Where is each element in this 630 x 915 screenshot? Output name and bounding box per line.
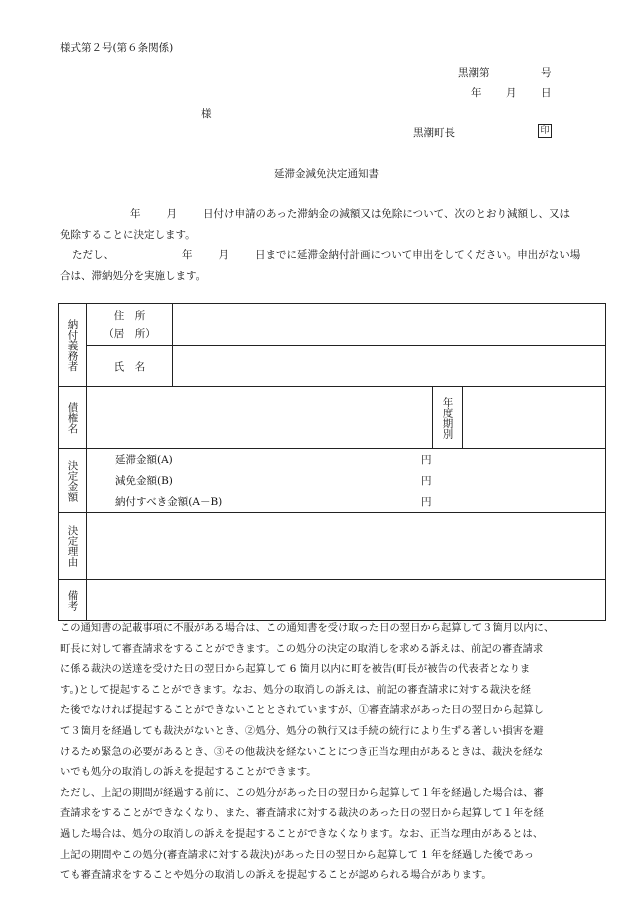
amount-line-unit: 円 xyxy=(421,454,432,466)
amount-line xyxy=(87,449,605,470)
seal-icon: 印 xyxy=(538,124,552,138)
notice-line: す。)として提起することができます。なお、処分の取消しの訴えは、前記の審査請求に対する裁決を経 xyxy=(60,683,531,696)
address-header xyxy=(87,304,173,346)
doc-number-prefix: 黒潮第 xyxy=(458,67,490,79)
date-year: 年 xyxy=(471,87,482,99)
para1-text: 日付け申請のあった滞納金の減額又は免除について、次のとおり減額し、又は xyxy=(203,208,570,220)
reason-header xyxy=(59,513,87,580)
remarks-row xyxy=(59,580,606,621)
notice-line: 上記の期間やこの処分(審査請求に対する裁決)があった日の翌日から起算して 1 年を経過した後であっ xyxy=(60,848,534,861)
amount-row xyxy=(59,449,606,513)
notice-line: いでも処分の取消しの訴えを提起することができます。 xyxy=(60,766,317,779)
para2-text-end: 合は、滞納処分を実施します。 xyxy=(60,269,207,282)
decision-paragraph xyxy=(60,204,608,245)
reason-label: 決定理由 xyxy=(66,525,79,567)
para1-month: 月 xyxy=(166,208,177,220)
notice-line: この通知書の記載事項に不服がある場合は、この通知書を受け取った日の翌日から起算して３箇月以内に、 xyxy=(60,622,555,634)
claim-label: 債権名 xyxy=(66,401,79,434)
reason-row xyxy=(59,513,606,580)
name-field[interactable] xyxy=(173,346,606,387)
decision-table xyxy=(58,303,606,621)
para1-text-cont: 免除することに決定します。 xyxy=(60,228,196,241)
period-field[interactable] xyxy=(463,387,606,449)
amount-line xyxy=(87,470,605,491)
form-number: 様式第２号(第６条関係) xyxy=(60,42,174,54)
amount-line-label: 納付すべき金額(A－B) xyxy=(115,496,223,508)
reason-field[interactable] xyxy=(87,513,606,580)
doc-number-suffix: 号 xyxy=(541,67,552,79)
amount-header xyxy=(59,449,87,513)
period-label: 年度期別 xyxy=(441,396,454,439)
amount-cell xyxy=(87,449,606,513)
para2-month: 月 xyxy=(218,249,229,261)
para1-year: 年 xyxy=(130,208,141,220)
obligor-label: 納付義務者 xyxy=(66,318,79,372)
address-field[interactable] xyxy=(173,304,606,346)
seal-stamp xyxy=(538,124,552,138)
amount-line-unit: 円 xyxy=(421,496,432,508)
notice-line: 過した場合は、処分の取消しの訴えを提起することができなくなります。なお、正当な理由があるとは、 xyxy=(60,827,544,840)
remarks-header xyxy=(59,580,87,621)
addressee-suffix: 様 xyxy=(201,108,212,120)
claim-header xyxy=(59,387,87,449)
notice-line: けるため緊急の必要があるとき、③その他裁決を経ないことにつき正当な理由があるときは、裁決を経な xyxy=(60,745,544,758)
remarks-field[interactable] xyxy=(87,580,606,621)
notice-line: に係る裁決の送達を受けた日の翌日から起算して 6 箇月以内に町を被告(町長が被告の代表者となりま xyxy=(60,663,531,676)
notice-line: て３箇月を経過しても裁決がないとき、②処分、処分の執行又は手続の続行により生ずる著しい損害を避 xyxy=(60,724,544,737)
amount-label: 決定金額 xyxy=(66,459,79,502)
date-day: 日 xyxy=(541,87,552,99)
name-row xyxy=(59,346,606,387)
amount-line-label: 減免金額(B) xyxy=(115,475,173,487)
amount-line-label: 延滞金額(A) xyxy=(115,454,173,466)
period-header xyxy=(433,387,463,449)
notice-line: 査請求をすることができなくなり、また、審査請求に対する裁決のあった日の翌日から起算して１年を経 xyxy=(60,807,544,820)
address-label: 住 所 xyxy=(113,309,146,322)
notice-line: 町長に対して審査請求をすることができます。この処分の決定の取消しを求める訴えは、前記の審査請求 xyxy=(60,642,544,655)
address-row xyxy=(59,304,606,346)
appeal-notice xyxy=(60,618,554,886)
remarks-label: 備考 xyxy=(66,589,79,611)
name-label: 氏 名 xyxy=(87,346,173,387)
amount-line-unit: 円 xyxy=(421,475,432,487)
para2-text-cont: 日までに延滞金納付計画について申出をしてください。申出がない場 xyxy=(255,249,581,261)
residence-label: （居 所） xyxy=(103,327,156,340)
para2-text: ただし、 xyxy=(72,249,114,261)
proviso-paragraph xyxy=(60,245,608,286)
document-title: 延滞金減免決定通知書 xyxy=(274,168,379,180)
date-month: 月 xyxy=(506,87,517,99)
amount-line xyxy=(87,491,605,512)
notice-line: た後でなければ提起することができないこととされていますが、①審査請求があった日の翌日から起算し xyxy=(60,704,544,717)
notice-line: ても審査請求をすることや処分の取消しの訴えを提起することが認められる場合があります。 xyxy=(60,869,492,882)
issuer: 黒潮町長 xyxy=(413,127,455,139)
claim-row xyxy=(59,387,606,449)
notice-line: ただし、上記の期間が経過する前に、この処分があった日の翌日から起算して１年を経過した場合は、審 xyxy=(60,786,544,799)
obligor-header xyxy=(59,304,87,387)
claim-field[interactable] xyxy=(87,387,433,449)
para2-year: 年 xyxy=(182,249,193,261)
